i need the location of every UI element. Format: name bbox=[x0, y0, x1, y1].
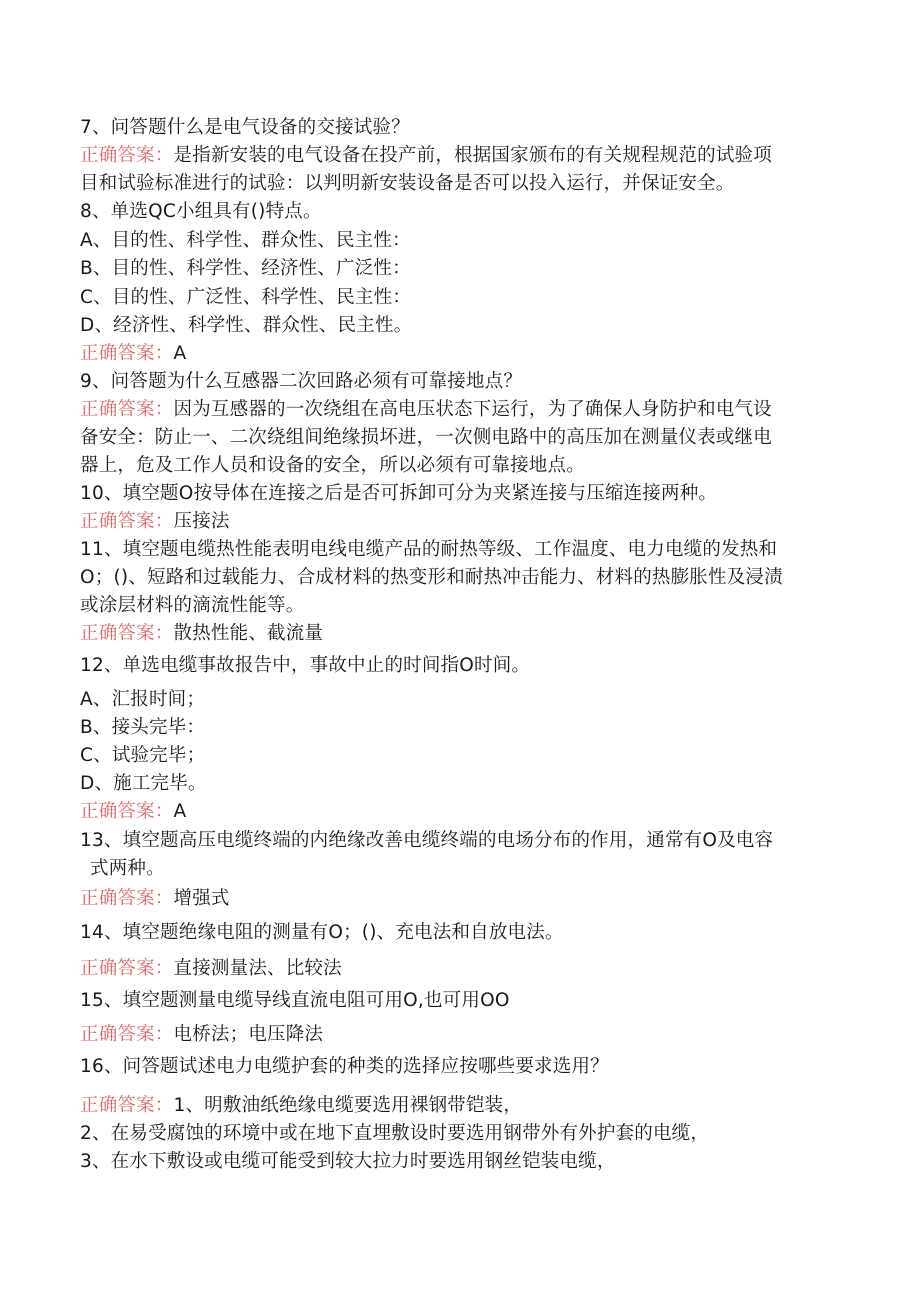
line-text: A bbox=[173, 343, 187, 364]
text-line bbox=[80, 715, 205, 741]
answer-line bbox=[80, 886, 230, 912]
answer-label: 正确答案： bbox=[80, 145, 174, 166]
line-text: B、接头完毕： bbox=[80, 717, 206, 738]
answer-label: 正确答案： bbox=[80, 888, 174, 909]
line-text: 备安全：防止一、二次绕组间绝缘损坏进，一次侧电路中的高压加在测量仪表或继电 bbox=[80, 427, 772, 448]
question-line bbox=[80, 115, 410, 141]
line-text: D、经济性、科学性、群众性、民主性。 bbox=[80, 315, 413, 336]
answer-line bbox=[80, 1022, 323, 1048]
answer-label: 正确答案： bbox=[80, 801, 174, 822]
line-text: D、施工完毕。 bbox=[80, 773, 207, 794]
question-line bbox=[80, 481, 717, 507]
question-line bbox=[80, 537, 777, 563]
question-line bbox=[80, 1054, 609, 1080]
line-text: 压接法 bbox=[173, 511, 230, 532]
text-line bbox=[80, 1149, 616, 1175]
answer-line bbox=[80, 621, 323, 647]
line-text: A bbox=[173, 801, 187, 822]
answer-label: 正确答案： bbox=[80, 399, 174, 420]
line-text: 增强式 bbox=[173, 888, 230, 909]
text-line bbox=[80, 453, 585, 479]
answer-label: 正确答案： bbox=[80, 1095, 174, 1116]
line-text: 目和试验标准进行的试验：以判明新安装设备是否可以投入运行，并保证安全。 bbox=[80, 173, 735, 194]
answer-line bbox=[80, 1093, 522, 1119]
question-line bbox=[80, 369, 522, 395]
question-line bbox=[80, 653, 530, 679]
line-text: 16、问答题试述电力电缆护套的种类的选择应按哪些要求选用？ bbox=[80, 1056, 609, 1077]
text-line bbox=[80, 313, 412, 339]
text-line bbox=[80, 256, 411, 282]
line-text: 10、填空题O按导体在连接之后是否可拆卸可分为夹紧连接与压缩连接两种。 bbox=[80, 483, 718, 504]
line-text: 15、填空题测量电缆导线直流电阻可用O,也可用OO bbox=[80, 990, 510, 1011]
line-text: C、目的性、广泛性、科学性、民主性： bbox=[80, 287, 412, 308]
answer-label: 正确答案： bbox=[80, 343, 174, 364]
line-text: 12、单选电缆事故报告中，事故中止的时间指O时间。 bbox=[80, 655, 531, 676]
text-line bbox=[80, 285, 411, 311]
answer-label: 正确答案： bbox=[80, 958, 174, 979]
line-text: 9、问答题为什么互感器二次回路必须有可靠接地点？ bbox=[80, 371, 523, 392]
text-line bbox=[80, 593, 304, 619]
line-text: 或涂层材料的滴流性能等。 bbox=[80, 595, 305, 616]
answer-line bbox=[80, 956, 342, 982]
answer-line bbox=[80, 143, 772, 169]
line-text: 是指新安装的电气设备在投产前，根据国家颁布的有关规程规范的试验项 bbox=[173, 145, 772, 166]
answer-line bbox=[80, 341, 186, 367]
text-line bbox=[80, 171, 735, 197]
question-line bbox=[80, 920, 564, 946]
line-text: 13、填空题高压电缆终端的内绝缘改善电缆终端的电场分布的作用，通常有O及电容 bbox=[80, 830, 774, 851]
line-text: 器上，危及工作人员和设备的安全，所以必须有可靠接地点。 bbox=[80, 455, 585, 476]
answer-label: 正确答案： bbox=[80, 623, 174, 644]
line-text: 8、单选QC小组具有()特点。 bbox=[80, 201, 322, 222]
line-text: B、目的性、科学性、经济性、广泛性： bbox=[80, 258, 411, 279]
line-text: 散热性能、截流量 bbox=[173, 623, 324, 644]
answer-line bbox=[80, 397, 772, 423]
line-text: 因为互感器的一次绕组在高电压状态下运行，为了确保人身防护和电气设 bbox=[173, 399, 772, 420]
answer-label: 正确答案： bbox=[80, 511, 174, 532]
question-line bbox=[80, 199, 322, 225]
line-text: 式两种。 bbox=[90, 858, 165, 879]
text-line bbox=[80, 771, 207, 797]
question-line bbox=[80, 988, 510, 1014]
line-text: 2、在易受腐蚀的环境中或在地下直埋敷设时要选用钢带外有外护套的电缆， bbox=[80, 1123, 710, 1144]
text-line bbox=[80, 425, 772, 451]
line-text: O；()、短路和过载能力、合成材料的热变形和耐热冲击能力、材料的热膨胀性及浸渍 bbox=[80, 567, 783, 588]
answer-line bbox=[80, 799, 186, 825]
line-text: 14、填空题绝缘电阻的测量有O；()、充电法和自放电法。 bbox=[80, 922, 564, 943]
text-line bbox=[90, 856, 165, 882]
question-line bbox=[80, 828, 773, 854]
line-text: 7、问答题什么是电气设备的交接试验？ bbox=[80, 117, 410, 138]
answer-line bbox=[80, 509, 230, 535]
line-text: 直接测量法、比较法 bbox=[173, 958, 342, 979]
line-text: 11、填空题电缆热性能表明电线电缆产品的耐热等级、工作温度、电力电缆的发热和 bbox=[80, 539, 778, 560]
line-text: C、试验完毕； bbox=[80, 745, 206, 766]
text-line bbox=[80, 743, 205, 769]
text-line bbox=[80, 1121, 709, 1147]
line-text: A、汇报时间； bbox=[80, 689, 206, 710]
text-line bbox=[80, 565, 783, 591]
text-line bbox=[80, 228, 411, 254]
line-text: 3、在水下敷设或电缆可能受到较大拉力时要选用钢丝铠装电缆， bbox=[80, 1151, 616, 1172]
line-text: 电桥法；电压降法 bbox=[173, 1024, 324, 1045]
line-text: 1、明敷油纸绝缘电缆要选用裸钢带铠装， bbox=[173, 1095, 523, 1116]
answer-label: 正确答案： bbox=[80, 1024, 174, 1045]
text-line bbox=[80, 687, 205, 713]
line-text: A、目的性、科学性、群众性、民主性： bbox=[80, 230, 411, 251]
